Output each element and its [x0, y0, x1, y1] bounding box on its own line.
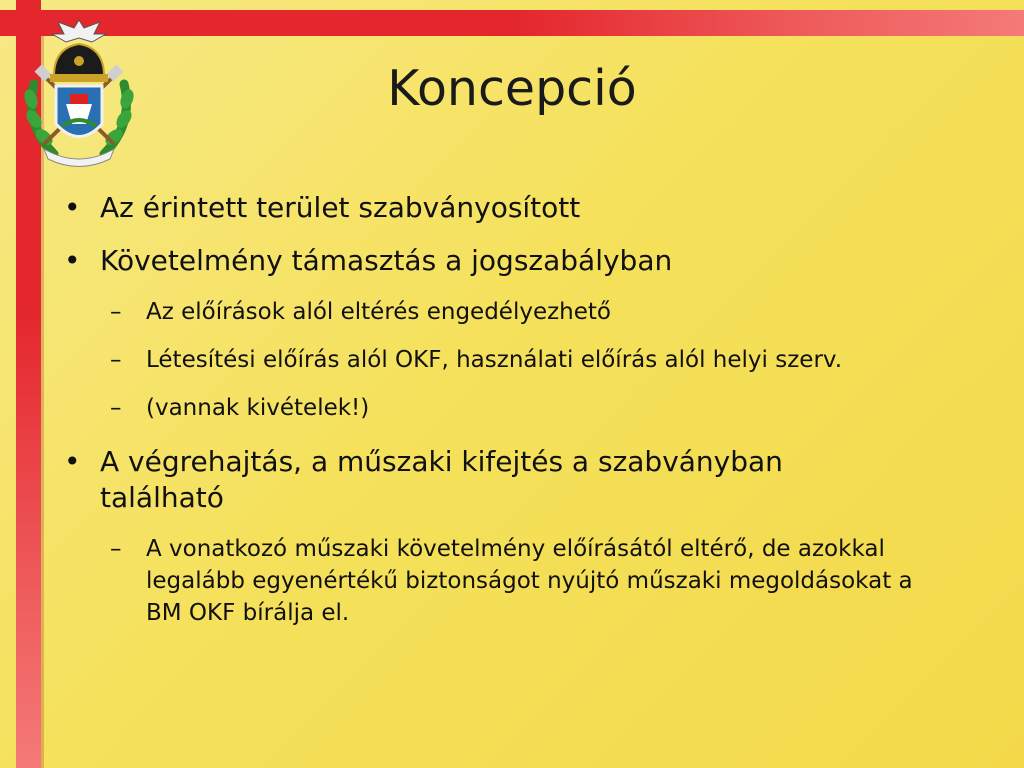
sub-list-item-text: Az előírások alól eltérés engedélyezhető: [146, 299, 611, 325]
sub-list-item: [64, 296, 984, 328]
sub-list-item-text: A vonatkozó műszaki követelmény előírásától eltérő, de azokkal legalább egyenértékű biztonságot nyújtó műszaki megoldásokat a BM OKF bírálja el.: [146, 536, 913, 626]
dash-marker: –: [110, 347, 122, 373]
list-item-text: Követelmény támasztás a jogszabályban: [100, 244, 673, 277]
bullet-marker: •: [64, 244, 81, 277]
dash-marker: –: [110, 395, 122, 421]
list-item: [64, 190, 984, 226]
list-item-text: Az érintett terület szabványosított: [100, 191, 581, 224]
sub-list-item-text: Létesítési előírás alól OKF, használati előírás alól helyi szerv.: [146, 347, 843, 373]
sub-list-item: [64, 533, 984, 629]
bullet-marker: •: [64, 445, 81, 478]
bullet-list: [64, 190, 984, 645]
list-item-text: A végrehajtás, a műszaki kifejtés a szabványban található: [100, 445, 783, 514]
top-ribbon: [0, 10, 1024, 36]
fire-service-crest-icon: [14, 14, 144, 169]
bullet-marker: •: [64, 191, 81, 224]
list-item: [64, 243, 984, 279]
dash-marker: –: [110, 299, 122, 325]
sub-list-item-text: (vannak kivételek!): [146, 395, 370, 421]
sub-list-item: [64, 392, 984, 424]
slide-title: Koncepció: [387, 60, 637, 117]
dash-marker: –: [110, 536, 122, 562]
sub-list-item: [64, 344, 984, 376]
list-item: [64, 444, 984, 516]
